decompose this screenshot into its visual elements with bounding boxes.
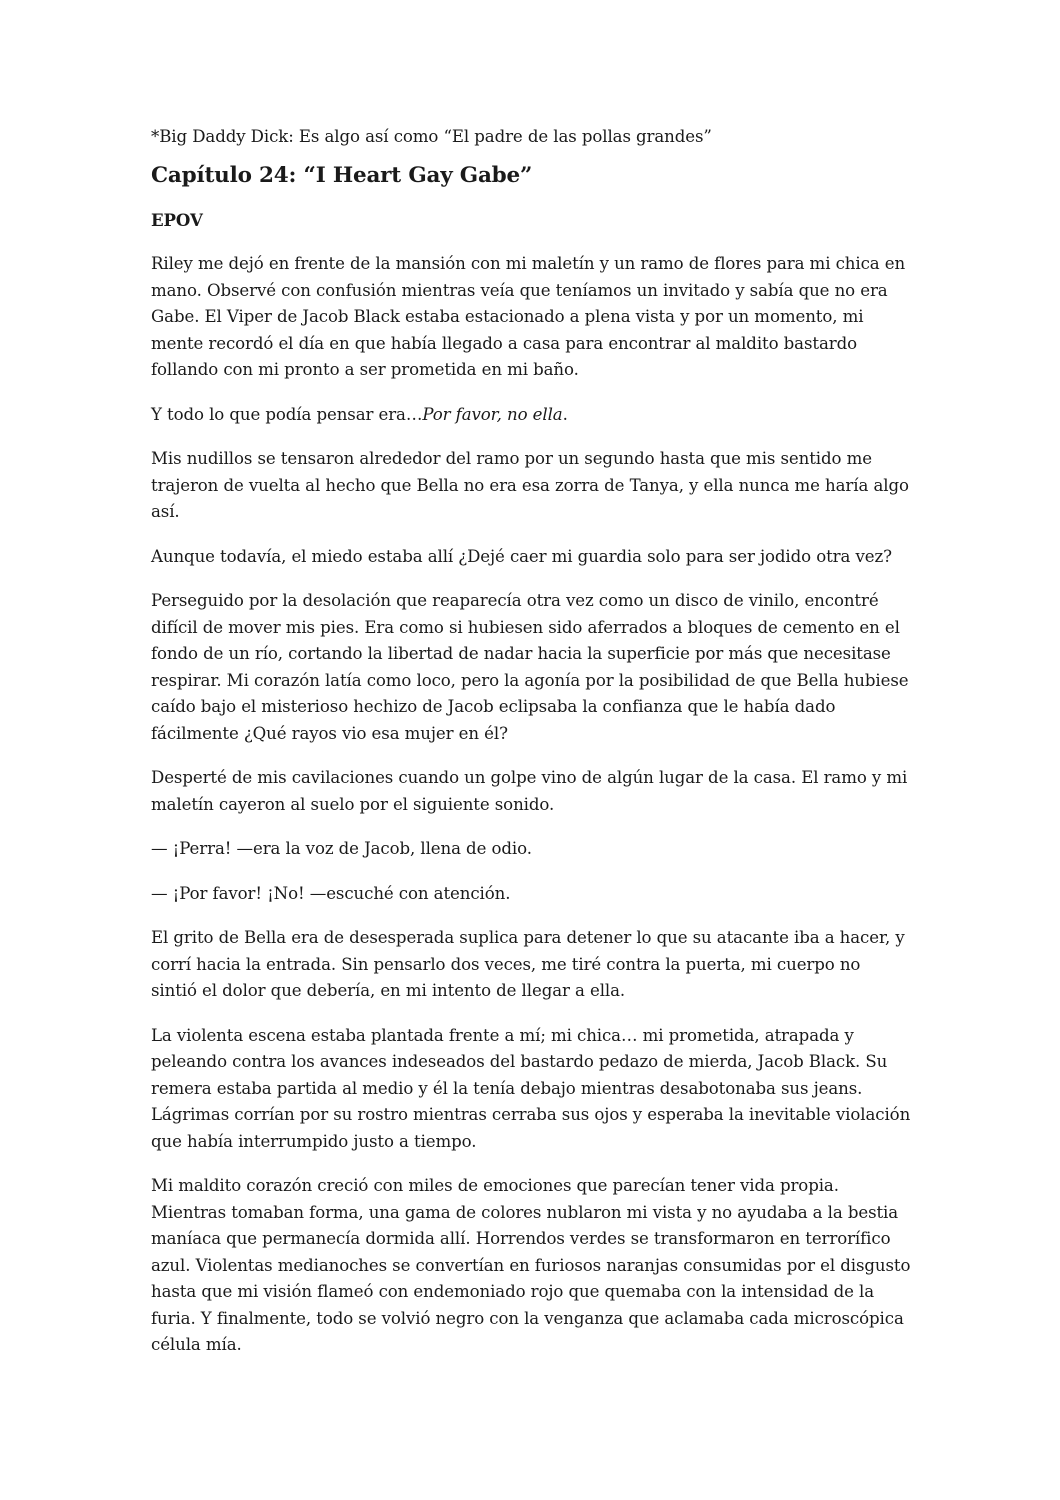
chapter-title: Capítulo 24: “I Heart Gay Gabe” — [151, 162, 533, 188]
paragraph-2-end: . — [562, 404, 568, 424]
document-page — [151, 124, 911, 1377]
paragraph-6: Desperté de mis cavilaciones cuando un golpe vino de algún lugar de la casa. El ramo y mi maletín cayeron al suelo por el siguiente sonido. — [151, 768, 908, 814]
paragraph-1: Riley me dejó en frente de la mansión con mi maletín y un ramo de flores para mi chica en mano. Observé con confusión mientras veía que teníamos un invitado y sabía que no era Gabe. El Viper de Jacob Black estaba estacionado a plena vista y por un momento, mi mente recordó el día en que había llegado a casa para encontrar al maldito bastardo follando con mi pronto a ser prometida en mi baño. — [151, 254, 906, 379]
paragraph-3: Mis nudillos se tensaron alrededor del ramo por un segundo hasta que mis sentido me trajeron de vuelta al hecho que Bella no era esa zorra de Tanya, y ella nunca me haría algo así. — [151, 449, 909, 521]
paragraph-2-italic: Por favor, no ella — [422, 404, 563, 424]
paragraph-2 — [151, 402, 911, 429]
paragraph-9: El grito de Bella era de desesperada suplica para detener lo que su atacante iba a hacer, y corrí hacia la entrada. Sin pensarlo dos veces, me tiré contra la puerta, mi cuerpo no sintió el dolor que debería, en mi intento de llegar a ella. — [151, 928, 905, 1000]
paragraph-4: Aunque todavía, el miedo estaba allí ¿Dejé caer mi guardia solo para ser jodido otra vez? — [151, 546, 892, 566]
pov-label: EPOV — [151, 209, 203, 230]
paragraph-10: La violenta escena estaba plantada frente a mí; mi chica… mi prometida, atrapada y peleando contra los avances indeseados del bastardo pedazo de mierda, Jacob Black. Su remera estaba partida al medio y él la tenía debajo mientras desabotonaba sus jeans. Lágrimas corrían por su rostro mientras cerraba sus ojos y esperaba la inevitable violación que había interrumpido justo a tiempo. — [151, 1025, 911, 1151]
paragraph-5: Perseguido por la desolación que reaparecía otra vez como un disco de vinilo, encontré difícil de mover mis pies. Era como si hubiesen sido aferrados a bloques de cemento en el fondo de un río, cortando la libertad de nadar hacia la superficie por más que necesitase respirar. Mi corazón latía como loco, pero la agonía por la posibilidad de que Bella hubiese caído bajo el misterioso hechizo de Jacob eclipsaba la confianza que le había dado fácilmente ¿Qué rayos vio esa mujer en él? — [151, 591, 909, 743]
paragraph-2-start: Y todo lo que podía pensar era… — [151, 404, 423, 424]
dialogue-1: — ¡Perra! —era la voz de Jacob, llena de odio. — [151, 839, 532, 858]
paragraph-11: Mi maldito corazón creció con miles de emociones que parecían tener vida propia. Mientras tomaban forma, una gama de colores nublaron mi vista y no ayudaba a la bestia maníaca que permanecía dormida allí. Horrendos verdes se transformaron en terrorífico azul. Violentas medianoches se convertían en furiosos naranjas consumidas por el disgusto hasta que mi visión flameó con endemoniado rojo que quemaba con la intensidad de la furia. Y finalmente, todo se volvió negro con la venganza que aclamaba cada microscópica célula mía. — [151, 1176, 911, 1354]
dialogue-2: — ¡Por favor! ¡No! —escuché con atención. — [151, 883, 511, 903]
footnote: *Big Daddy Dick: Es algo así como “El padre de las pollas grandes” — [151, 127, 712, 146]
